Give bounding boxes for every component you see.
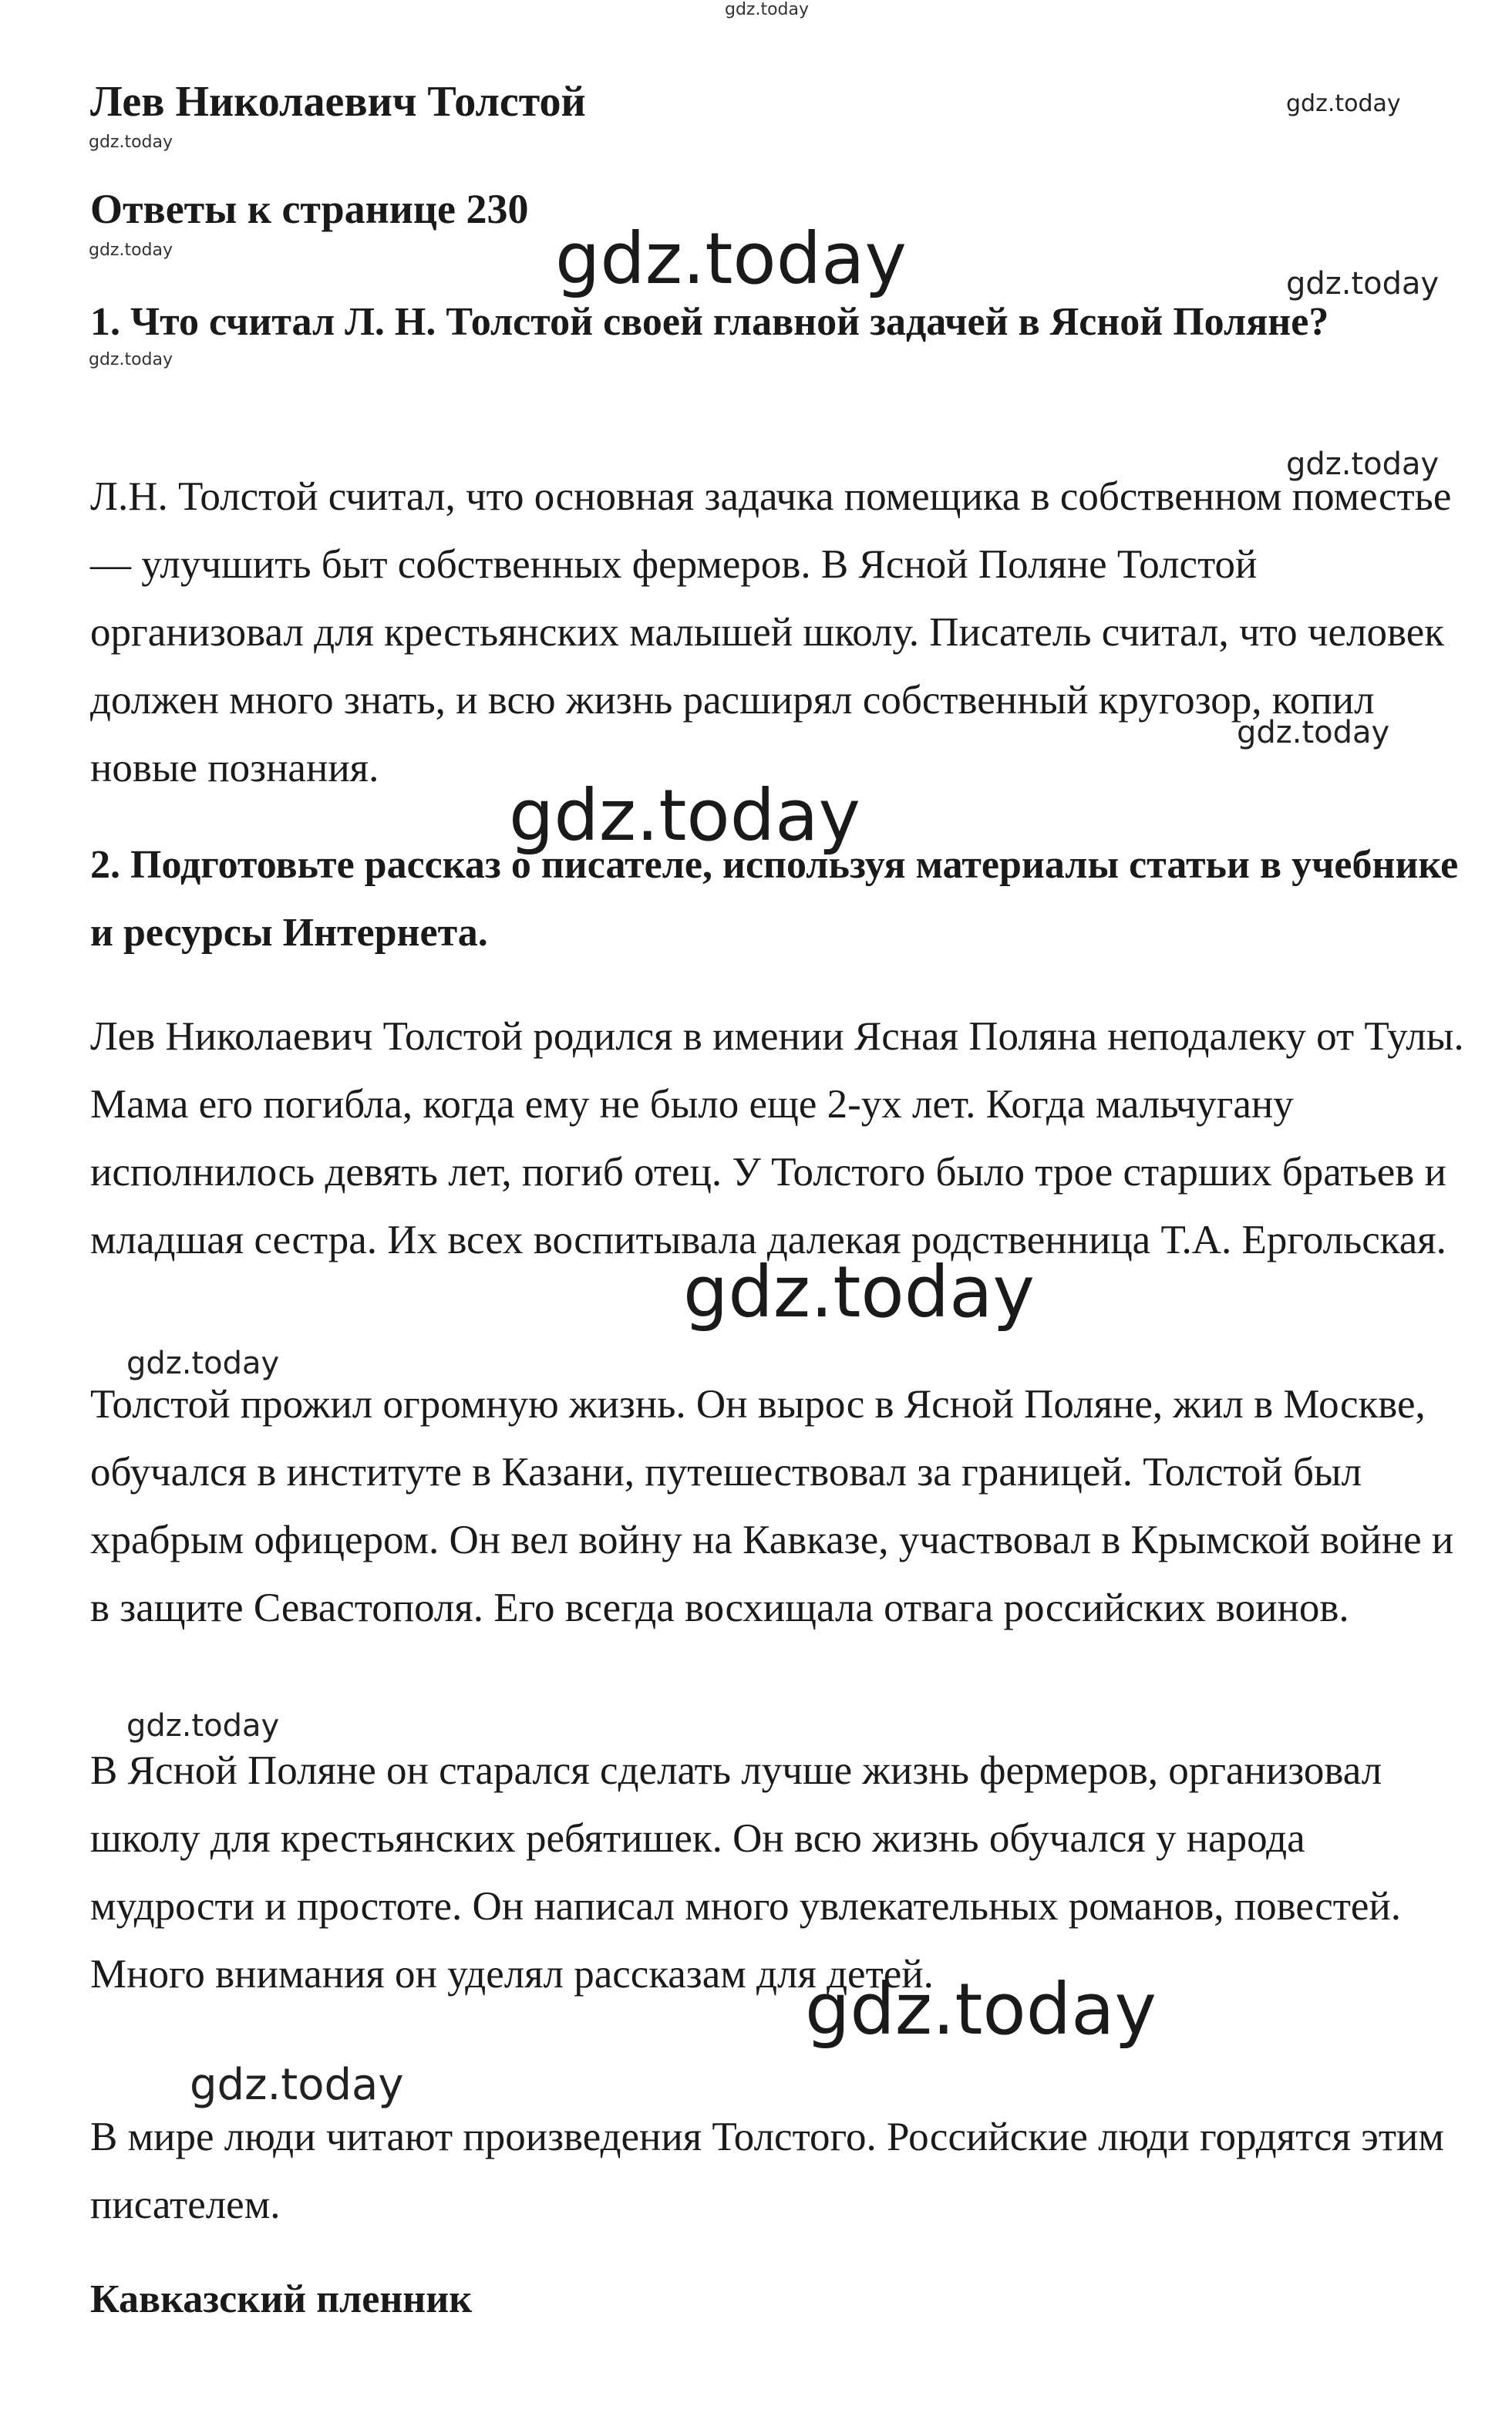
watermark: gdz.today [190,2060,404,2110]
watermark: gdz.today [725,0,810,19]
watermark: gdz.today [805,1968,1157,2051]
answers-heading: Ответы к странице 230 [90,186,529,232]
question-1: 1. Что считал Л. Н. Толстой своей главной задачей в Ясной Поляне? [90,300,1329,344]
watermark: gdz.today [509,774,860,857]
watermark: gdz.today [89,241,173,260]
answer-2-paragraph-4: В мире люди читают произведения Толстого. Российские люди гордятся этим писателем. [90,2115,1444,2227]
watermark: gdz.today [89,350,173,369]
page-title: Лев Николаевич Толстой [90,78,586,126]
watermark: gdz.today [126,1346,280,1381]
answer-2-paragraph-3: В Ясной Поляне он старался сделать лучше жизнь фермеров, организовал школу для крестьянских ребятишек. Он всю жизнь обучался у народа мудрости и простоте. Он написал много увлекательных романов, повестей. Много внимания он уделял рассказам для детей. [90,1748,1402,1997]
watermark: gdz.today [1237,715,1390,750]
answer-2-paragraph-2: Толстой прожил огромную жизнь. Он вырос в Ясной Поляне, жил в Москве, обучался в институте в Казани, путешествовал за границей. Толстой был храбрым офицером. Он вел войну на Кавказе, участвовал в Крымской войне и в защите Севастополя. Его всегда восхищала отвага российских воинов. [90,1382,1454,1630]
watermark: gdz.today [1286,266,1440,302]
watermark: gdz.today [1286,447,1440,482]
watermark: gdz.today [555,217,907,300]
answer-1: Л.Н. Толстой считал, что основная задачка помещика в собственном поместье — улучшить быт собственных фермеров. В Ясной Поляне Толстой организовал для крестьянских малышей школу. Писатель считал, что человек должен много знать, и всю жизнь расширял собственный кругозор, копил новые познания. [90,474,1452,790]
story-heading: Кавказский пленник [90,2277,473,2321]
watermark: gdz.today [683,1251,1035,1333]
watermark: gdz.today [1286,90,1401,117]
watermark: gdz.today [126,1708,280,1744]
watermark: gdz.today [89,133,173,152]
answer-2-paragraph-1: Лев Николаевич Толстой родился в имении Ясная Поляна неподалеку от Тулы. Мама его погибла, когда ему не было еще 2-ух лет. Когда мальчугану исполнилось девять лет, погиб отец. У Толстого было трое старших братьев и младшая сестра. Их всех воспитывала далекая родственница Т.А. Ергольская. [90,1014,1464,1262]
question-2: 2. Подготовьте рассказ о писателе, используя материалы статьи в учебнике и ресурсы Интернета. [90,843,1459,955]
